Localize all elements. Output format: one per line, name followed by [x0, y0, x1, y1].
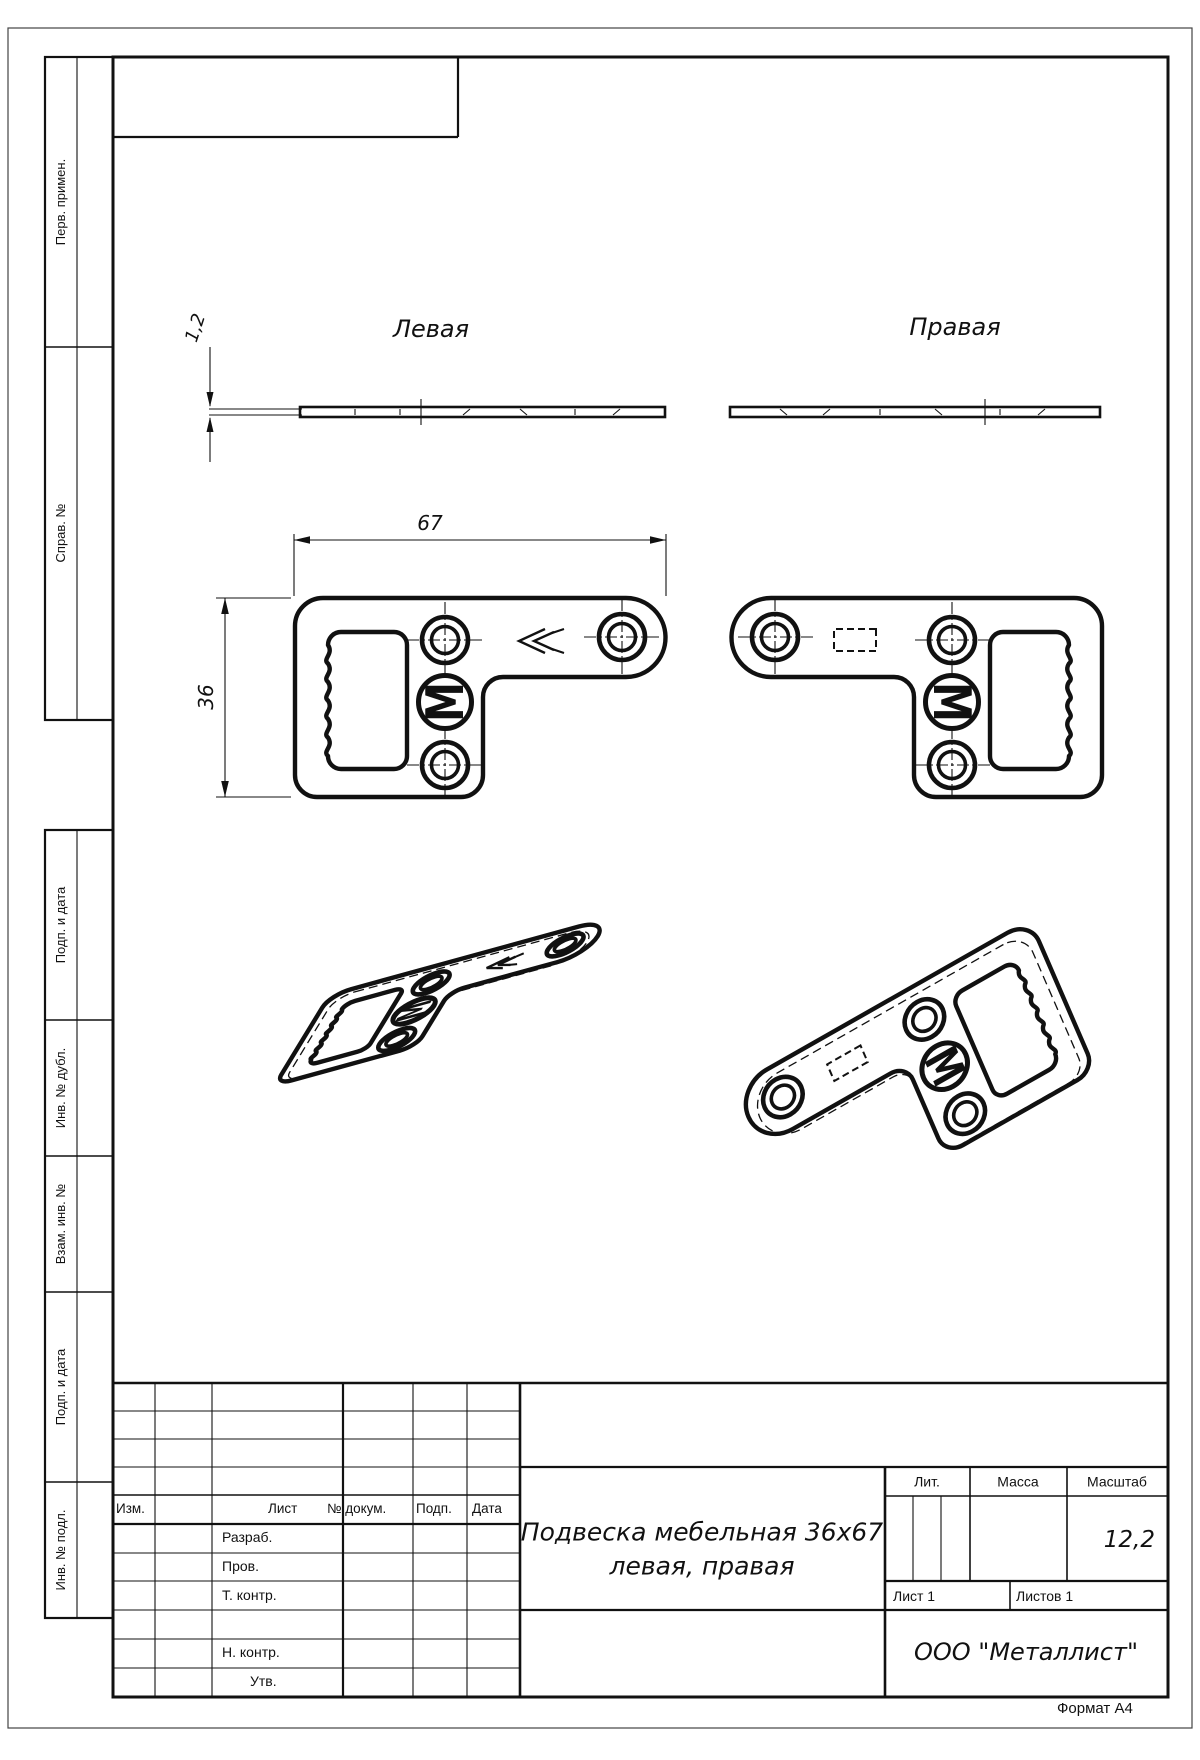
- sidebar-label-podp-i-data-2: Подп. и дата: [52, 1348, 68, 1426]
- drawing-frame: [113, 57, 1168, 1697]
- dim-thickness: [207, 347, 214, 462]
- scale-label: Масштаб: [1087, 1473, 1147, 1490]
- sidebar-label-vzam-inv-no: Взам. инв. №: [52, 1183, 68, 1265]
- signer-nkontr: Н. контр.: [222, 1644, 280, 1660]
- doc-title-line1: Подвеска мебельная 36х67: [520, 1517, 884, 1547]
- dim-text-thickness: 1,2: [181, 311, 211, 345]
- col-podp: Подп.: [416, 1501, 452, 1516]
- sidebar-label-podp-i-data-1: Подп. и дата: [52, 886, 68, 964]
- top-view-right-part: [732, 598, 1103, 797]
- lit-label: Лит.: [914, 1473, 940, 1490]
- company-name: ООО "Металлист": [914, 1637, 1138, 1666]
- col-izm: Изм.: [116, 1501, 145, 1516]
- dim-text-height: 36: [194, 684, 218, 710]
- view-caption-right: Правая: [909, 312, 1001, 341]
- drawing-canvas: М: [0, 0, 1200, 1760]
- top-view-left-part: [295, 598, 666, 797]
- signer-tkontr: Т. контр.: [222, 1587, 277, 1603]
- col-ndokum: № докум.: [327, 1501, 387, 1516]
- doc-title-line2: левая, правая: [609, 1551, 795, 1581]
- view-caption-left: Левая: [392, 314, 470, 343]
- sidebar-label-sprav-no: Справ. №: [52, 503, 68, 563]
- sidebar-label-inv-no-dubl: Инв. № дубл.: [52, 1047, 68, 1129]
- sheet-number: Лист 1: [893, 1588, 936, 1604]
- scale-value: 12,2: [1103, 1527, 1155, 1553]
- iso-view-left-part: [275, 918, 609, 1085]
- signer-prov: Пров.: [222, 1558, 259, 1574]
- mass-label: Масса: [997, 1473, 1039, 1490]
- sidebar-label-inv-no-podl: Инв. № подл.: [52, 1509, 68, 1591]
- edge-view-left: [209, 399, 665, 425]
- dim-height: [216, 598, 291, 797]
- col-data: Дата: [472, 1501, 502, 1516]
- col-list: Лист: [268, 1501, 298, 1516]
- signer-razrab: Разраб.: [222, 1529, 273, 1545]
- edge-view-right: [730, 399, 1100, 425]
- signer-utv: Утв.: [250, 1673, 277, 1689]
- sidebar-label-perv-primen: Перв. примен.: [52, 158, 68, 246]
- dim-text-width: 67: [417, 511, 443, 535]
- sheets-total: Листов 1: [1016, 1588, 1074, 1604]
- iso-view-right-part: [736, 920, 1095, 1237]
- format-label: Формат А4: [1057, 1700, 1133, 1717]
- dim-width: [294, 534, 666, 596]
